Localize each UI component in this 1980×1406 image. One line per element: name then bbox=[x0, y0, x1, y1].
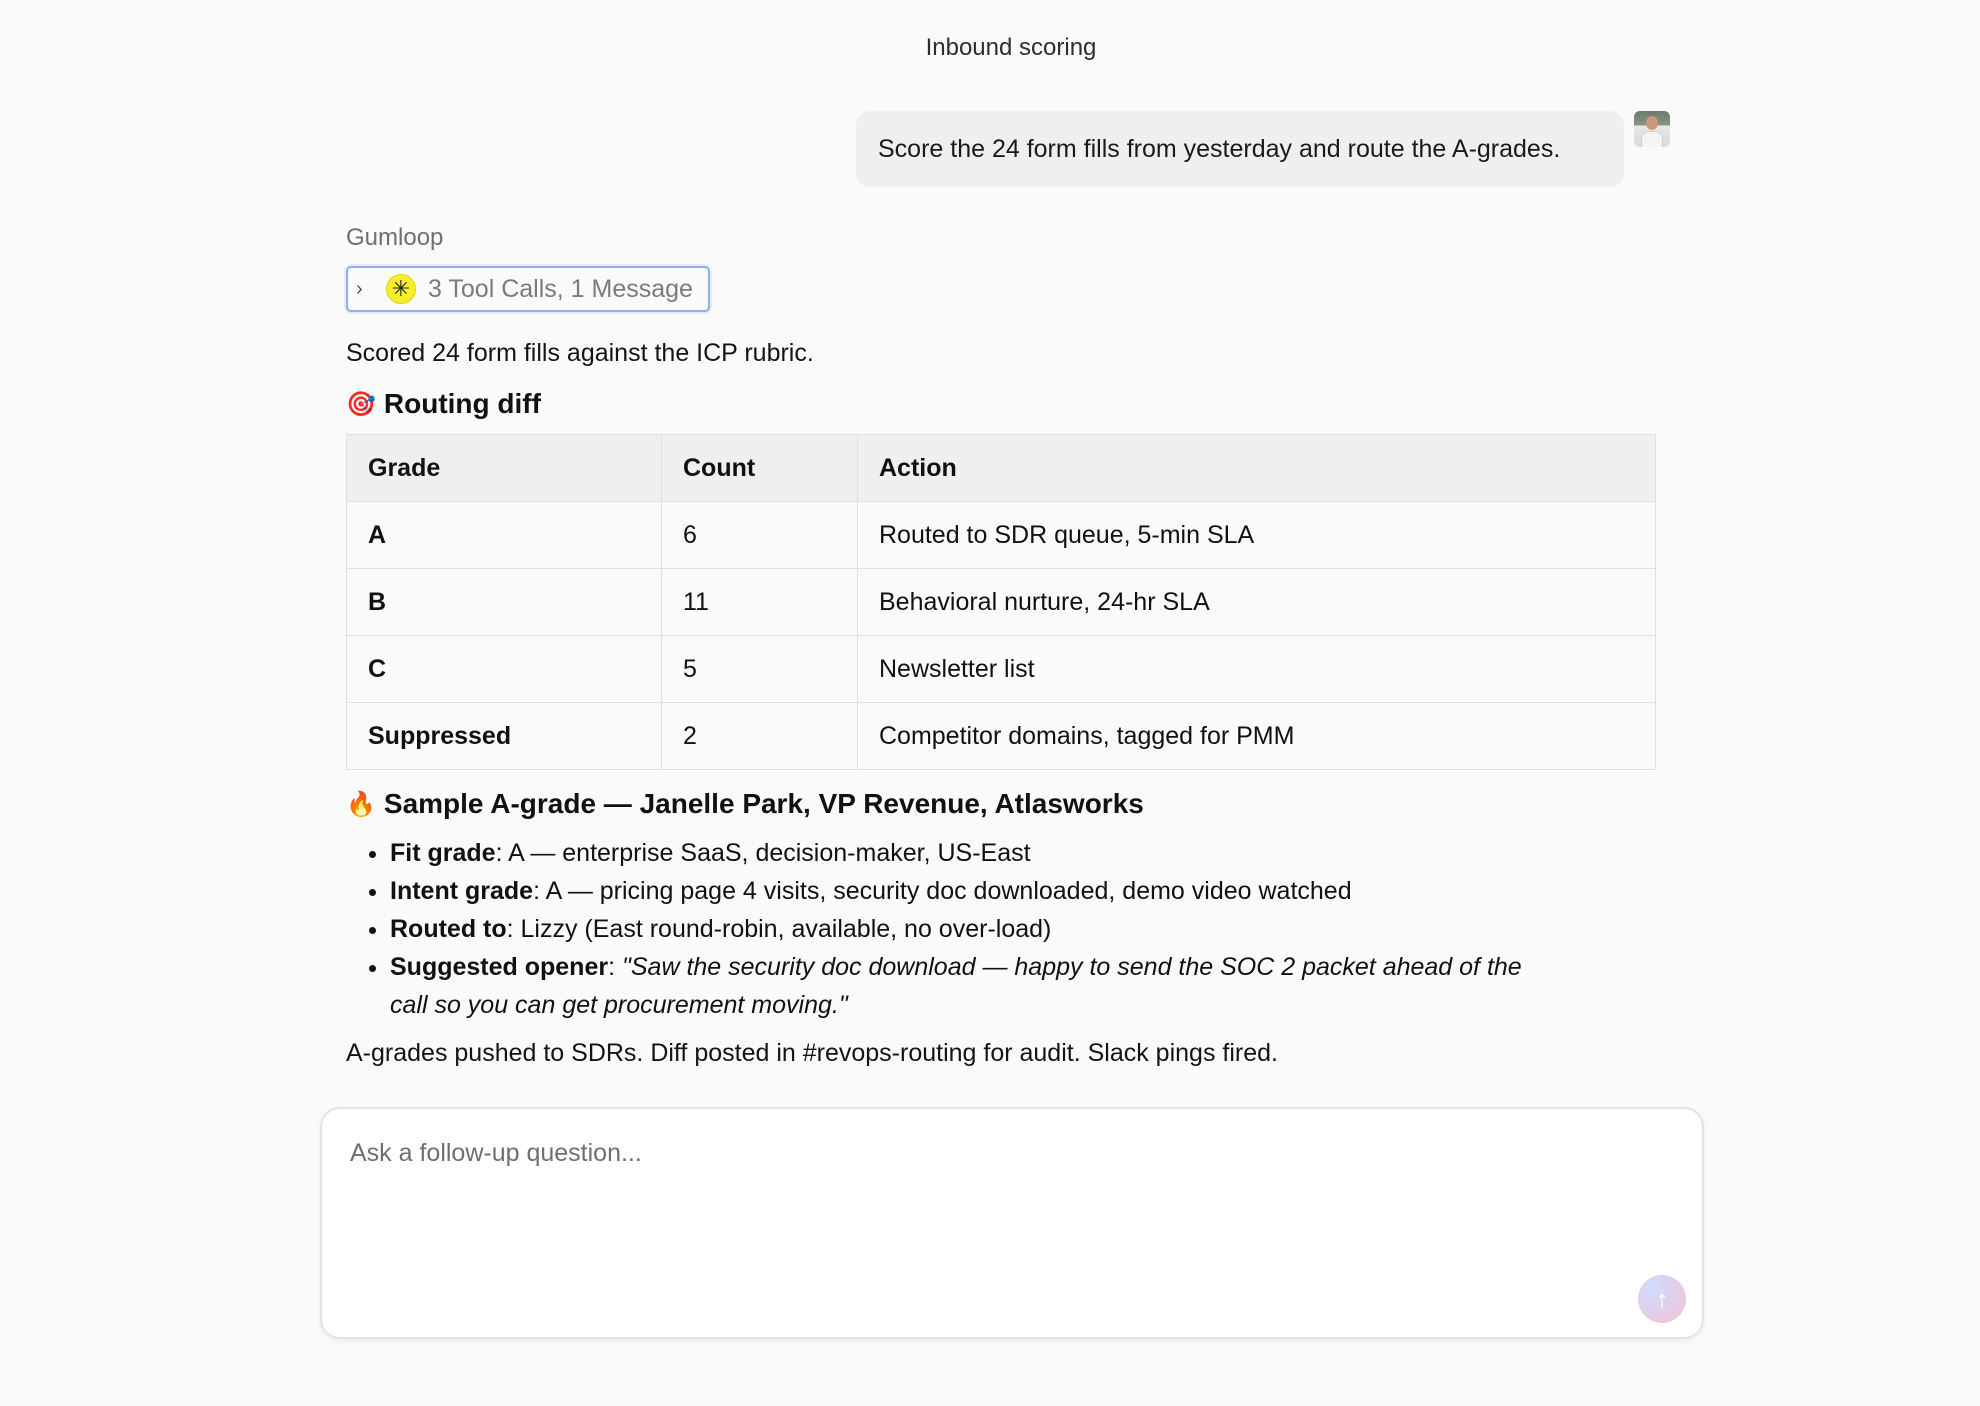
fact-label: Suggested opener bbox=[390, 953, 609, 981]
user-message-text: Score the 24 form fills from yesterday and route the A-grades. bbox=[856, 111, 1624, 187]
send-button[interactable] bbox=[1638, 1275, 1686, 1323]
tool-calls-toggle[interactable] bbox=[346, 266, 710, 312]
avatar-head bbox=[1646, 116, 1658, 130]
column-header-grade: Grade bbox=[347, 435, 662, 502]
table-row bbox=[347, 636, 1656, 703]
cell-grade: A bbox=[347, 502, 662, 569]
cell-action: Behavioral nurture, 24-hr SLA bbox=[858, 569, 1656, 636]
assistant-sender: Gumloop bbox=[346, 224, 444, 251]
user-message bbox=[856, 111, 1624, 187]
routing-heading bbox=[346, 384, 1656, 424]
list-item bbox=[390, 872, 1656, 910]
tool-calls-summary: 3 Tool Calls, 1 Message bbox=[428, 274, 693, 303]
routing-table bbox=[346, 434, 1656, 770]
assistant-message bbox=[346, 224, 1656, 1070]
fact-value: : Lizzy (East round-robin, available, no over-load) bbox=[506, 915, 1052, 943]
fact-value: : A — pricing page 4 visits, security doc downloaded, demo video watched bbox=[533, 877, 1352, 905]
assistant-intro: Scored 24 form fills against the ICP rubric. bbox=[346, 339, 814, 367]
sparkle-icon: ✳ bbox=[386, 274, 416, 304]
suggested-opener-quote: "Saw the security doc download — happy to send the SOC 2 packet ahead of the call so you can get procurement moving." bbox=[390, 953, 1522, 1019]
chevron-right-icon: › bbox=[356, 277, 363, 300]
fact-value: : A — enterprise SaaS, decision-maker, US-East bbox=[495, 839, 1031, 867]
list-item bbox=[390, 834, 1656, 872]
fire-icon: 🔥 bbox=[346, 790, 376, 818]
cell-count: 11 bbox=[662, 569, 858, 636]
cell-grade: B bbox=[347, 569, 662, 636]
cell-action: Routed to SDR queue, 5-min SLA bbox=[858, 502, 1656, 569]
list-item bbox=[390, 910, 1656, 948]
cell-count: 6 bbox=[662, 502, 858, 569]
avatar[interactable] bbox=[1634, 111, 1670, 147]
list-item bbox=[390, 948, 1540, 1024]
table-header-row bbox=[347, 435, 1656, 502]
fact-label: Routed to bbox=[390, 915, 507, 943]
arrow-up-icon: ↑ bbox=[1655, 1283, 1669, 1314]
target-icon: 🎯 bbox=[346, 390, 376, 418]
cell-action: Competitor domains, tagged for PMM bbox=[858, 703, 1656, 770]
sample-heading-text: Sample A-grade — Janelle Park, VP Revenue, Atlasworks bbox=[383, 788, 1144, 819]
fact-label: Fit grade bbox=[390, 839, 496, 867]
column-header-count: Count bbox=[662, 435, 858, 502]
cell-action: Newsletter list bbox=[858, 636, 1656, 703]
cell-count: 2 bbox=[662, 703, 858, 770]
avatar-body bbox=[1641, 131, 1663, 147]
table-row bbox=[347, 569, 1656, 636]
cell-grade: Suppressed bbox=[347, 703, 662, 770]
composer bbox=[320, 1107, 1704, 1339]
cell-grade: C bbox=[347, 636, 662, 703]
fact-value: : bbox=[608, 953, 622, 981]
routing-heading-text: Routing diff bbox=[383, 388, 541, 419]
table-row bbox=[347, 502, 1656, 569]
sample-facts-list bbox=[390, 834, 1656, 1024]
cell-count: 5 bbox=[662, 636, 858, 703]
assistant-closing: A-grades pushed to SDRs. Diff posted in #revops-routing for audit. Slack pings fired. bbox=[346, 1039, 1278, 1067]
table-row bbox=[347, 703, 1656, 770]
follow-up-input[interactable] bbox=[350, 1139, 1650, 1168]
page-title: Inbound scoring bbox=[925, 34, 1097, 61]
fact-label: Intent grade bbox=[390, 877, 534, 905]
column-header-action: Action bbox=[858, 435, 1656, 502]
sample-heading bbox=[346, 784, 1656, 824]
